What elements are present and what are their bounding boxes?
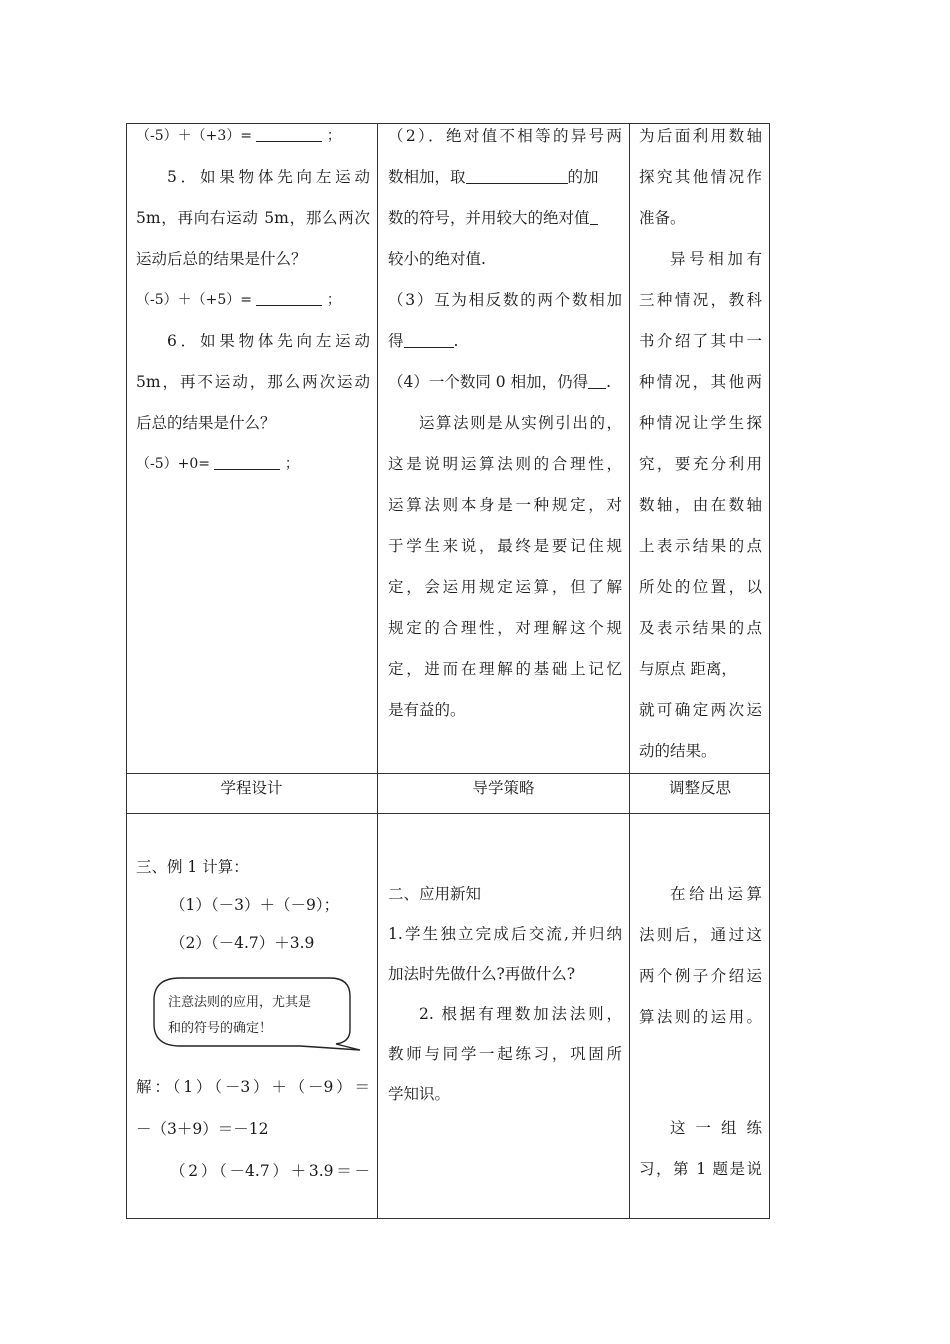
header-adjust-reflect: 调整反思 [668,779,731,797]
table-divider-col1 [377,123,378,1219]
explanation-line: 定，进而在理解的基础上记忆 [388,660,622,678]
strategy-line: 教师与同学一起练习，巩固所 [388,1045,622,1063]
reflection-line: 习，第 1 题是说 [639,1160,762,1178]
question-5-line3: 运动后总的结果是什么？ [136,250,307,268]
reflection-line: 上表示结果的点 [639,537,762,555]
reflection-line: 与原点 距离， [639,660,737,678]
reflection-line: 究，要充分利用 [639,455,762,473]
reflection-line: 种情况让学生探 [639,414,762,432]
col3-bottom-cell-2 [639,1108,762,1190]
rule-3-line2: 得 . [388,321,622,362]
solution-line: －（3＋9）＝－12 [136,1120,269,1138]
explanation-line: 是有益的。 [388,701,466,719]
rule-3: （3）互为相反数的两个数相加 [388,291,622,309]
explanation-line: 这是说明运算法则的合理性， [388,455,622,473]
col1-bottom-cell [136,848,370,962]
reflection-line: 在给出运算 [670,885,762,903]
strategy-line: 加法时先做什么?再做什么? [388,965,576,983]
question-5-line2: 5m，再向右运动 5m，那么两次 [136,209,370,227]
strategy-line: 学知识。 [388,1085,451,1103]
col3-top-cell [639,116,762,772]
question-6-line2: 5m，再不运动，那么两次运动 [136,373,370,391]
explanation-line: 运算法则本身是一种规定，对 [388,496,622,514]
strategy-line: 2. 根据有理数加法法则， [419,1005,622,1023]
header-guidance-strategy: 导学策略 [472,779,535,797]
explanation-line: 运算法则是从实例引出的， [419,414,622,432]
reflection-line: 算法则的运用。 [639,1008,762,1026]
reflection-line: 三种情况，教科 [639,291,762,309]
table-divider-header-bottom [126,813,770,814]
section-title: 二、应用新知 [388,885,482,903]
reflection-line: 所处的位置，以 [639,578,762,596]
header-learning-design: 学程设计 [220,779,283,797]
reflection-line: 为后面利用数轴 [639,127,762,145]
reflection-line: 法则后，通过这 [639,926,762,944]
col1-solution [136,1066,370,1192]
reflection-line: 准备。 [639,209,686,227]
table-divider-col2 [629,123,630,1219]
col1-top-cell [136,116,370,485]
speech-bubble-text: 注意法则的应用，尤其是 和的符号的确定！ [168,995,312,1036]
question-5: 5．如果物体先向左运动 [167,168,370,186]
reflection-line: 探究其他情况作 [639,168,762,186]
col2-top-cell [388,116,622,731]
reflection-line: 种情况，其他两 [639,373,762,391]
example-item-2: （2）（－4.7）＋3.9 [170,934,315,952]
question-6: 6．如果物体先向左运动 [167,332,370,350]
rule-4: （4）一个数同 0 相加，仍得 . [388,362,622,403]
solution-line: （2）（－4.7）＋3.9＝－ [170,1162,370,1180]
reflection-line: 书介绍了其中一 [639,332,762,350]
col2-bottom-cell [388,874,622,1114]
rule-2-line2: 数相加，取 的加 [388,157,622,198]
rule-2: （2）．绝对值不相等的异号两 [388,127,622,145]
reflection-line: 数轴，由在数轴 [639,496,762,514]
example-item-1: （1）（－3）＋（－9）； [170,896,340,914]
rule-2-line4: 较小的绝对值. [388,250,486,268]
reflection-line: 及表示结果的点 [639,619,762,637]
explanation-line: 规定的合理性，对理解这个规 [388,619,622,637]
equation-line: （-5）+0= ； [136,444,370,485]
question-6-line3: 后总的结果是什么？ [136,414,276,432]
equation-line: （-5）＋（+5）= ； [136,280,370,321]
example-title: 三、例 1 计算： [136,858,249,876]
reflection-line: 异号相加有 [670,250,762,268]
reflection-line: 就可确定两次运 [639,701,762,719]
reflection-line: 两个例子介绍运 [639,967,762,985]
explanation-line: 定，会运用规定运算，但了解 [388,578,622,596]
reflection-line: 这 一 组 练 [670,1119,762,1137]
equation-line: （-5）＋（+3）= ； [136,116,370,157]
rule-2-line3: 数的符号，并用较大的绝对值 [388,198,622,239]
col3-bottom-cell [639,874,762,1038]
solution-line: 解：（1）（－3）＋（－9）＝ [136,1078,370,1096]
reflection-line: 动的结果。 [639,742,717,760]
strategy-line: 1.学生独立完成后交流,并归纳 [388,925,622,943]
explanation-line: 于学生来说，最终是要记住规 [388,537,622,555]
